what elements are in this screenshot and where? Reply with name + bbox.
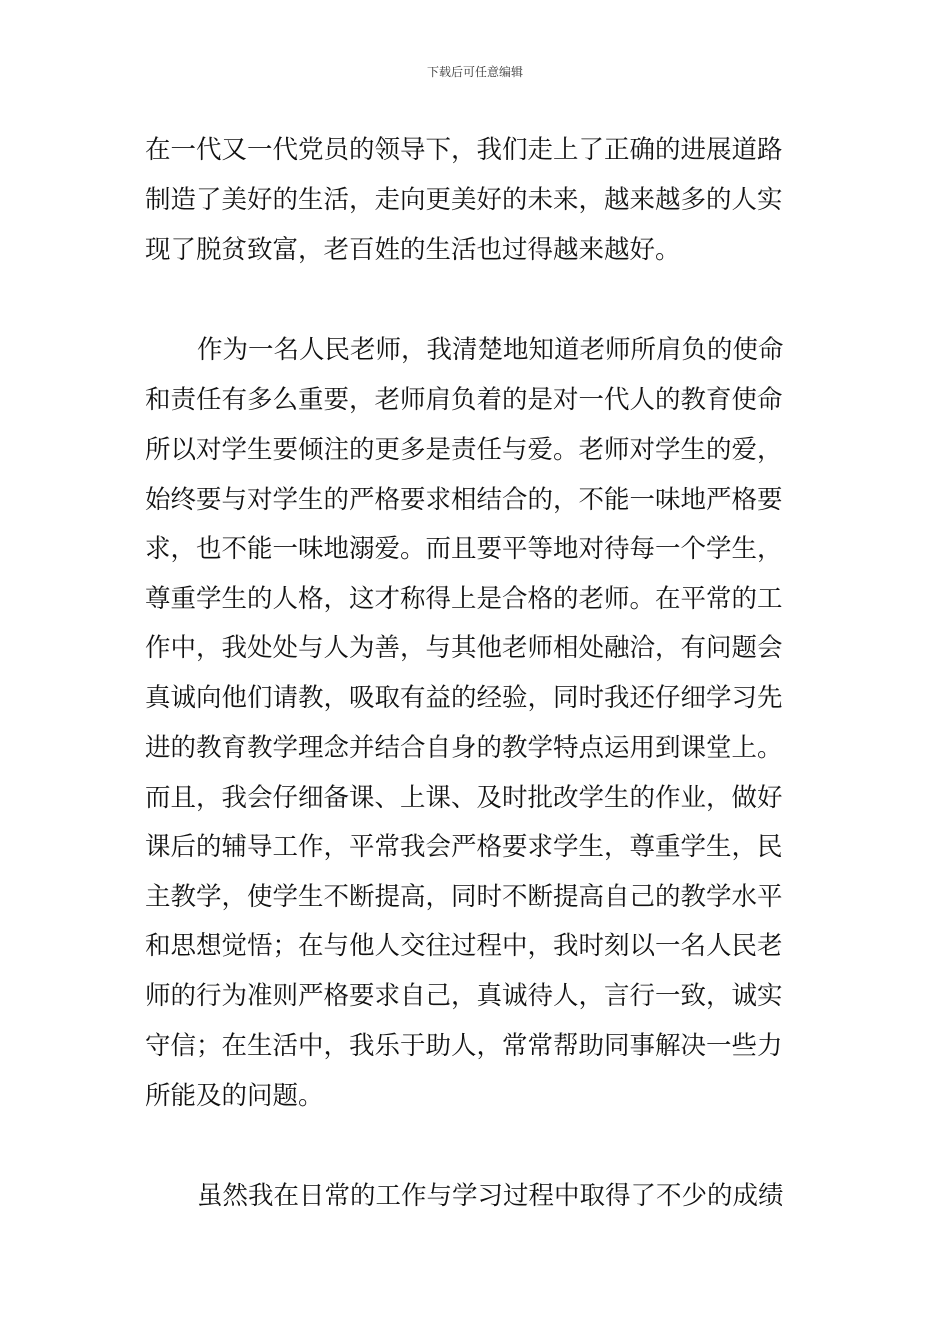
paragraph-line: 所以对学生要倾注的更多是责任与爱。老师对学生的爱，	[145, 435, 783, 465]
paragraph-line: 现了脱贫致富，老百姓的生活也过得越来越好。	[145, 235, 681, 265]
paragraph-line: 制造了美好的生活，走向更美好的未来，越来越多的人实	[145, 185, 783, 215]
paragraph-line: 在一代又一代党员的领导下，我们走上了正确的进展道路	[145, 135, 783, 165]
page-header: 下载后可任意编辑	[426, 65, 523, 79]
paragraph-line: 虽然我在日常的工作与学习过程中取得了不少的成绩	[197, 1181, 784, 1211]
paragraph-line: 而且，我会仔细备课、上课、及时批改学生的作业，做好	[145, 783, 783, 813]
paragraph-line: 所能及的问题。	[145, 1081, 324, 1111]
paragraph-line: 守信；在生活中，我乐于助人，常常帮助同事解决一些力	[145, 1031, 783, 1061]
paragraph-line: 始终要与对学生的严格要求相结合的，不能一味地严格要	[145, 485, 783, 515]
paragraph-line: 主教学，使学生不断提高，同时不断提高自己的教学水平	[145, 882, 783, 912]
paragraph-line: 和思想觉悟；在与他人交往过程中，我时刻以一名人民老	[145, 931, 783, 961]
paragraph-line: 作中，我处处与人为善，与其他老师相处融洽，有问题会	[145, 633, 783, 663]
paragraph-line: 尊重学生的人格，这才称得上是合格的老师。在平常的工	[145, 584, 783, 614]
paragraph-line: 师的行为准则严格要求自己，真诚待人，言行一致，诚实	[145, 981, 783, 1011]
paragraph-line: 求，也不能一味地溺爱。而且要平等地对待每一个学生，	[145, 534, 783, 564]
paragraph-line: 作为一名人民老师，我清楚地知道老师所肩负的使命	[197, 335, 784, 365]
paragraph-line: 进的教育教学理念并结合自身的教学特点运用到课堂上。	[145, 733, 783, 763]
paragraph-line: 和责任有多么重要，老师肩负着的是对一代人的教育使命	[145, 385, 783, 415]
paragraph-line: 真诚向他们请教，吸取有益的经验，同时我还仔细学习先	[145, 683, 783, 713]
paragraph-line: 课后的辅导工作，平常我会严格要求学生，尊重学生，民	[145, 832, 783, 862]
